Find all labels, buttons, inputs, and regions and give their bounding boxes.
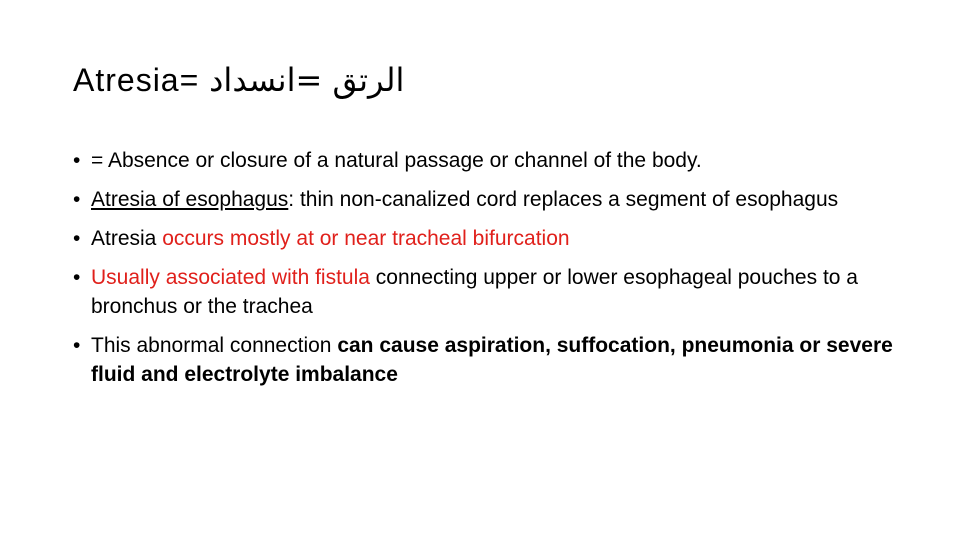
bullet-list <box>73 146 913 389</box>
bullet-item <box>73 146 913 175</box>
bullet-dot: • <box>73 266 81 289</box>
bullet-item <box>73 263 913 321</box>
bullet-text-bold: can cause aspiration, suffocation, pneumonia or severe fluid and electrolyte imbalance <box>91 334 893 386</box>
bullet-dot: • <box>73 149 81 172</box>
bullet-term-underlined: Atresia of esophagus <box>91 188 289 211</box>
bullet-item <box>73 224 913 253</box>
bullet-dot: • <box>73 188 81 211</box>
slide-title <box>73 58 404 102</box>
bullet-item <box>73 185 913 214</box>
bullet-text: connecting upper or lower esophageal pouches to a bronchus or the trachea <box>91 266 858 318</box>
bullet-text: : thin non-canalized cord replaces a segment of esophagus <box>288 188 839 211</box>
bullet-text: This abnormal connection <box>91 334 338 357</box>
bullet-dot: • <box>73 334 81 357</box>
bullet-text: = Absence or closure of a natural passage or channel of the body. <box>91 149 702 172</box>
bullet-text-highlight: occurs mostly at or near tracheal bifurcation <box>162 227 570 250</box>
title-arabic: الرتق =انسداد <box>209 61 405 99</box>
bullet-text: Atresia <box>91 227 163 250</box>
bullet-text-highlight: Usually associated with fistula <box>91 266 370 289</box>
bullet-item <box>73 331 913 389</box>
title-latin: Atresia= <box>73 62 210 98</box>
bullet-dot: • <box>73 227 81 250</box>
